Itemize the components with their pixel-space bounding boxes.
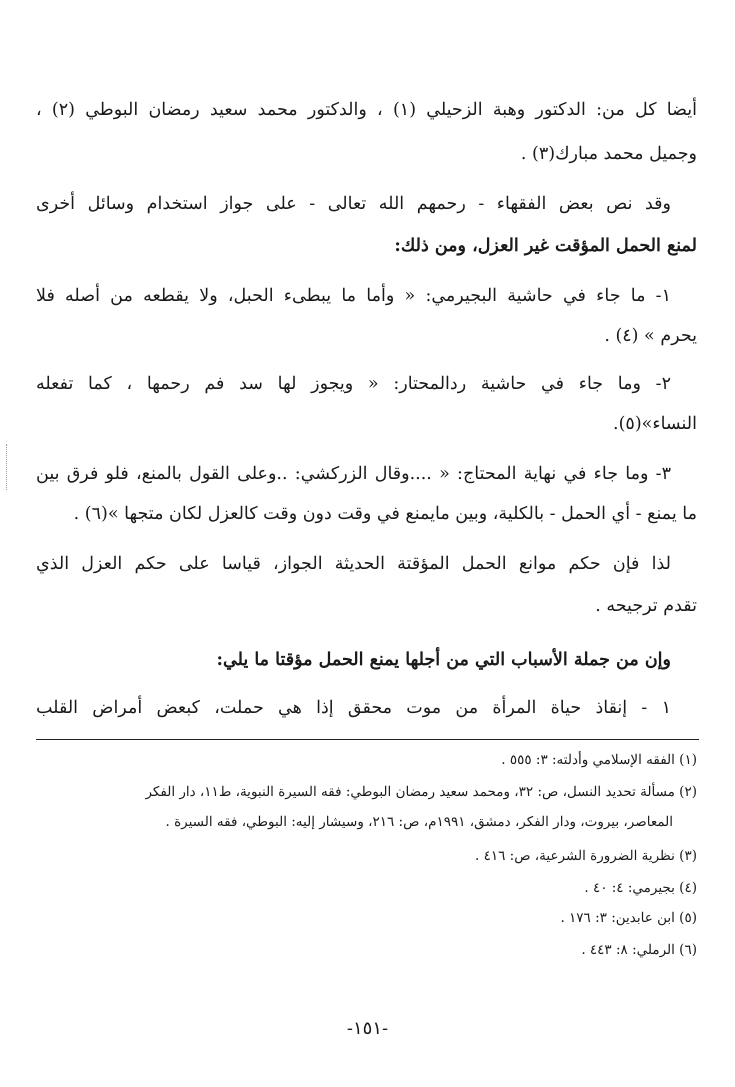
paragraph-line: وقد نص بعض الفقهاء - رحمهم الله تعالى - على جواز استخدام وسائل أخرى (36, 194, 671, 214)
footnote: (٣) نظرية الضرورة الشرعية، ص: ٤١٦ . (475, 848, 697, 864)
paragraph-line: أيضا كل من: الدكتور وهبة الزحيلي (١) ، والدكتور محمد سعيد رمضان البوطي (٢) ، (36, 100, 697, 120)
list-item-line: ٢- وما جاء في حاشية ردالمحتار: « ويجوز لها سد فم رحمها ، كما تفعله (36, 374, 671, 394)
list-item-line: ١- ما جاء في حاشية البجيرمي: « وأما ما يبطىء الحبل، ولا يقطعه من أصله فلا (36, 286, 671, 306)
scan-margin-mark (6, 444, 8, 490)
footnote: (٤) بجيرمي: ٤: ٤٠ . (584, 880, 697, 896)
footnote: (٦) الرملي: ٨: ٤٤٣ . (581, 942, 697, 958)
paragraph-line: وجميل محمد مبارك(٣) . (520, 144, 697, 164)
footnote-divider (36, 739, 699, 740)
section-heading: وإن من جملة الأسباب التي من أجلها يمنع الحمل مؤقتا ما يلي: (216, 650, 671, 670)
list-item-line: النساء»(٥). (613, 414, 697, 434)
footnote: (٢) مسألة تحديد النسل، ص: ٣٢، ومحمد سعيد رمضان البوطي: فقه السيرة النبوية، ط١١، دار الفكر (145, 784, 697, 800)
list-item-line: يحرم » (٤) . (604, 326, 697, 346)
paragraph-line: لذا فإن حكم موانع الحمل المؤقتة الحديثة الجواز، قياسا على حكم العزل الذي (36, 554, 671, 574)
footnote-continuation: المعاصر، بيروت، ودار الفكر، دمشق، ١٩٩١م، ص: ٢١٦، وسيشار إليه: البوطي، فقه السيرة . (165, 814, 673, 830)
list-item-line: ما يمنع - أي الحمل - بالكلية، وبين مايمنع في وقت دون وقت كالعزل لكان متجها »(٦) . (73, 504, 697, 524)
paragraph-line: تقدم ترجيحه . (595, 596, 697, 616)
footnote: (٥) ابن عابدين: ٣: ١٧٦ . (560, 910, 697, 926)
list-item-line: ٣- وما جاء في نهاية المحتاج: « ....وقال الزركشي: ..وعلى القول بالمنع، فلو فرق بين (36, 464, 671, 484)
footnote: (١) الفقه الإسلامي وأدلته: ٣: ٥٥٥ . (501, 752, 697, 768)
paragraph-line: لمنع الحمل المؤقت غير العزل، ومن ذلك: (394, 236, 697, 256)
list-item-line: ١ - إنقاذ حياة المرأة من موت محقق إذا هي حملت، كبعض أمراض القلب (36, 698, 671, 718)
page-number: -١٥١- (346, 1018, 389, 1039)
